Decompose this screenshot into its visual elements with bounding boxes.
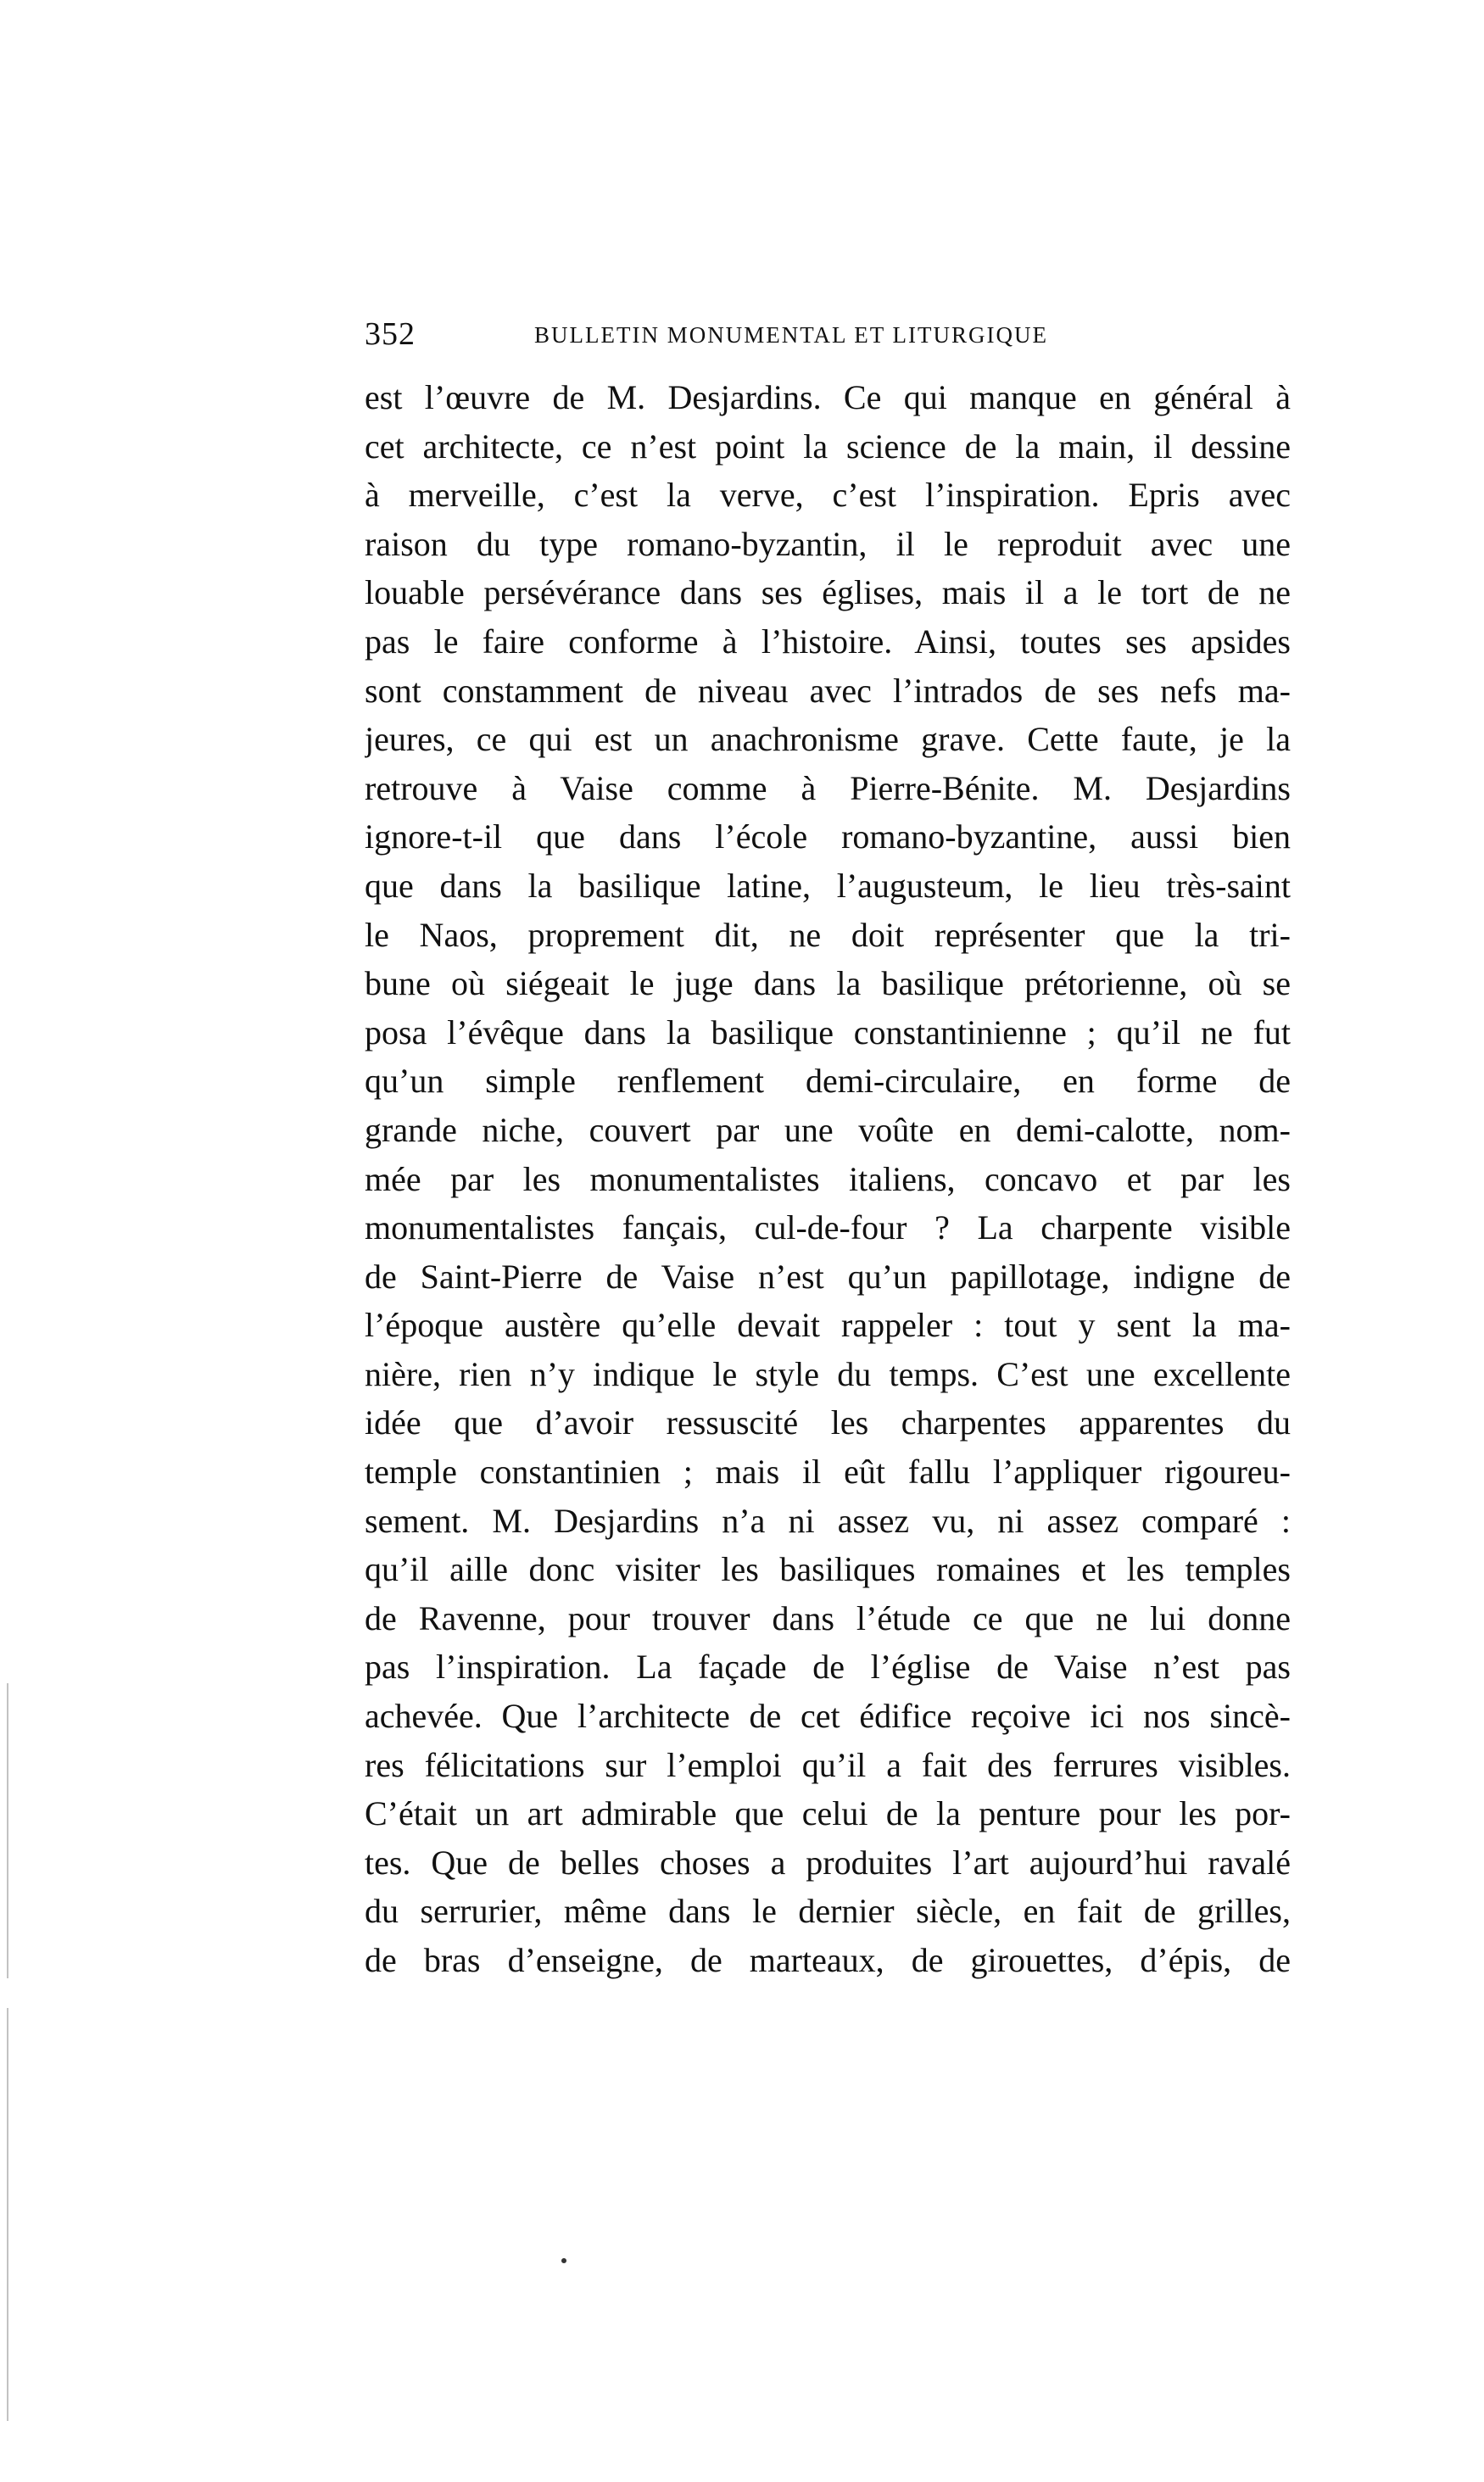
text-line: est l’œuvre de M. Desjardins. Ce qui manque en général à — [365, 378, 1291, 416]
text-line: sement. M. Desjardins n’a ni assez vu, ni assez comparé : — [365, 1501, 1291, 1540]
text-line: raison du type romano-byzantin, il le reproduit avec une — [365, 524, 1291, 563]
text-line: idée que d’avoir ressuscité les charpentes apparentes du — [365, 1403, 1291, 1442]
text-line: qu’un simple renflement demi-circulaire, en forme de — [365, 1062, 1291, 1101]
text-line: achevée. Que l’architecte de cet édifice reçoive ici nos sincè- — [365, 1697, 1291, 1736]
text-line: de Ravenne, pour trouver dans l’étude ce que ne lui donne — [365, 1598, 1291, 1637]
text-line: retrouve à Vaise comme à Pierre-Bénite. M. Desjardins — [365, 768, 1291, 807]
text-line: nière, rien n’y indique le style du temps. C’est une excellente — [365, 1354, 1291, 1393]
page-header — [365, 315, 1297, 358]
text-line: l’époque austère qu’elle devait rappeler : tout y sent la ma- — [365, 1306, 1291, 1345]
text-line: du serrurier, même dans le dernier siècle, en fait de grilles, — [365, 1892, 1291, 1931]
text-line: temple constantinien ; mais il eût fallu l’appliquer rigoureu- — [365, 1453, 1291, 1492]
text-line: res félicitations sur l’emploi qu’il a fait des ferrures visibles. — [365, 1745, 1291, 1784]
text-line: ignore-t-il que dans l’école romano-byzantine, aussi bien — [365, 817, 1291, 856]
text-line: qu’il aille donc visiter les basiliques romaines et les temples — [365, 1550, 1291, 1589]
text-line: à merveille, c’est la verve, c’est l’inspiration. Epris avec — [365, 476, 1291, 515]
body-text — [365, 373, 1291, 1985]
text-line: grande niche, couvert par une voûte en demi-calotte, nom- — [365, 1110, 1291, 1149]
text-line: de bras d’enseigne, de marteaux, de girouettes, d’épis, de — [365, 1941, 1291, 1979]
text-line: cet architecte, ce n’est point la science de la main, il dessine — [365, 427, 1291, 466]
scan-dot-mark — [561, 2258, 566, 2263]
text-line: posa l’évêque dans la basilique constantinienne ; qu’il ne fut — [365, 1012, 1291, 1051]
text-line: de Saint-Pierre de Vaise n’est qu’un papillotage, indigne de — [365, 1257, 1291, 1296]
text-line: sont constamment de niveau avec l’intrados de ses nefs ma- — [365, 671, 1291, 710]
text-line: tes. Que de belles choses a produites l’art aujourd’hui ravalé — [365, 1843, 1291, 1882]
text-line: louable persévérance dans ses églises, mais il a le tort de ne — [365, 573, 1291, 612]
page-number: 352 — [365, 316, 416, 352]
text-line: le Naos, proprement dit, ne doit représenter que la tri- — [365, 915, 1291, 954]
text-line: bune où siégeait le juge dans la basilique prétorienne, où se — [365, 964, 1291, 1003]
text-line: pas le faire conforme à l’histoire. Ainsi, toutes ses apsides — [365, 622, 1291, 661]
text-line: jeures, ce qui est un anachronisme grave. Cette faute, je la — [365, 720, 1291, 759]
text-line: que dans la basilique latine, l’augusteum, le lieu très-saint — [365, 866, 1291, 905]
text-line: pas l’inspiration. La façade de l’église de Vaise n’est pas — [365, 1648, 1291, 1687]
scan-edge-rule — [7, 1683, 8, 2421]
text-line: C’était un art admirable que celui de la penture pour les por- — [365, 1794, 1291, 1833]
text-line: mée par les monumentalistes italiens, concavo et par les — [365, 1159, 1291, 1198]
text-line: monumentalistes fançais, cul-de-four ? La charpente visible — [365, 1208, 1291, 1247]
running-title: BULLETIN MONUMENTAL ET LITURGIQUE — [534, 322, 1048, 348]
